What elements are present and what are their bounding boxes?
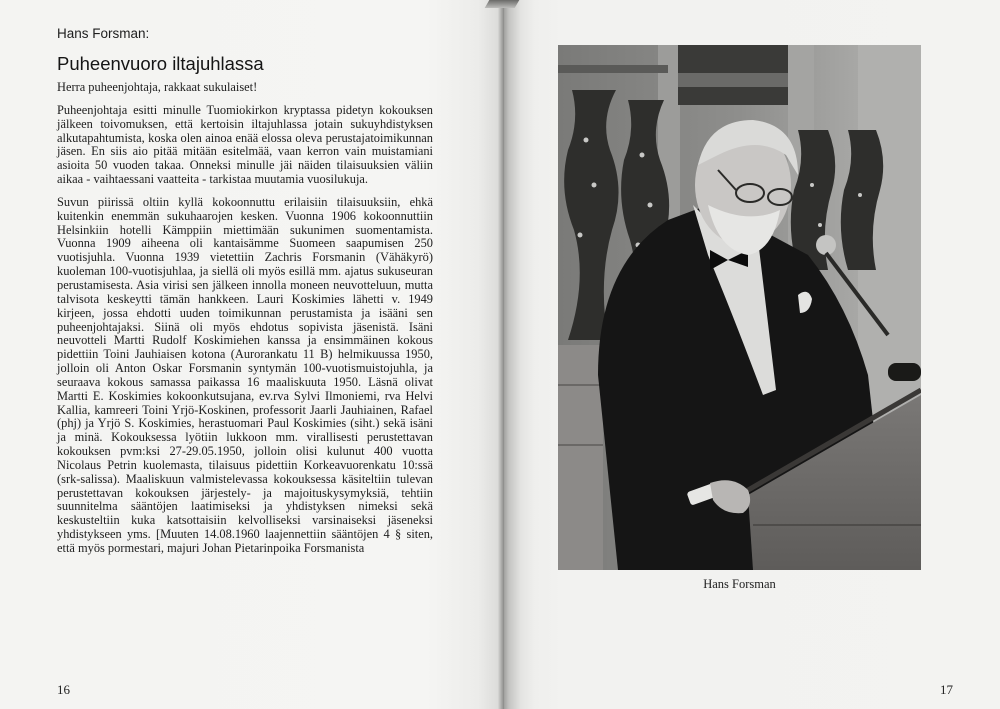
greeting: Herra puheenjohtaja, rakkaat sukulaiset!	[57, 80, 258, 94]
article-title: Puheenvuoro iltajuhlassa	[57, 53, 264, 74]
article-body	[57, 81, 433, 565]
author-line: Hans Forsman:	[57, 26, 150, 41]
paragraph-1: Puheenjohtaja esitti minulle Tuomiokirkon kryptassa pidetyn kokouksen jälkeen toivomuksen, että kertoisin iltajuhlassa jotain sukuyhdistyksen alkutapahtumista, koska olen ainoa enää elossa oleva perustajatoimikunnan jäsen. En siis aio pitää mitään esitelmää, vaan kerron vain muistamiani asioita 50 vuoden takaa. Onneksi minulle jäi näiden tilaisuuksien väliin aikaa - vaihtaessani vaatteita - tarkistaa muutamia vuosilukuja.	[57, 102, 433, 187]
page-number-right: 17	[940, 682, 953, 697]
portrait-photo	[558, 45, 921, 570]
book-gutter	[498, 0, 504, 709]
photo-caption: Hans Forsman	[703, 577, 776, 591]
paragraph-2: Suvun piirissä oltiin kyllä kokoonnuttu erilaisiin tilaisuuksiin, ehkä kuitenkin enemmän sukuhaarojen kesken. Vuonna 1906 kokoonnuttiin Helsinkiin hotelli Kämppiin miettimään sukunimen suomentamista. Vuonna 1909 aiheena oli kantaisämme Suomeen saapumisen 250 vuotisjuhla. Vuonna 1939 vietettiin Zachris Forsmanin (Vähäkyrö) kuoleman 100-vuotisjuhlaa, ja siellä oli myös esillä mm. ajatus sukuseuran perustamisesta. Asia virisi sen jälkeen innolla moneen neuvotteluun, mutta talvisota keskeytti tämän hankkeen. Lauri Koskimies lähetti v. 1949 kirjeen, jossa ehdotti uuden toimikunnan perustamista ja isääni sen puheenjohtajaksi. Siinä oli myös ehdotus sopivista jäsenistä. Isäni neuvotteli Martti Rudolf Koskimiehen kanssa ja ensimmäinen kokous pidettiin Toini Jauhiaisen kotona (Aurorankatu 11 B) helmikuussa 1950, jolloin oli Anton Oskar Forsmanin syntymän 100-vuotismuistojuhla, ja seuraava kokous samassa paikassa 16 maaliskuuta 1950. Läsnä olivat Martti E. Koskimies kokoonkutsujana, ev.rva Sylvi Ilmoniemi, rva Helvi Kallia, kamreeri Toini Yrjö-Koskinen, professorit Jaarli Jauhiainen, Rafael (phj) ja Yrjö S. Koskimies, herastuomari Paul Koskimies (siht.) sekä isäni ja minä. Kokouksessa lyötiin lukkoon mm. virallisesti perustettavan kokouksen pvm:ksi 27-29.05.1950, jolloin olisi kulunut 400 vuotta Nicolaus Petrin kuolemasta, tilaisuus pidettiin Korkeavuorenkatu 10:ssä (srk-salissa). Maaliskuun valmistelevassa kokouksessa käsiteltiin tulevan perustettavan kokouksen järjestely- ja majoituskysymyksiä, tehtiin suunnitelma sääntöjen laatimiseksi ja yhdistyksen nimeksi sekä keskusteltiin kuka katsottaisiin kelvolliseksi varsinaiseksi jäseneksi yhdistykseen yms. [Muuten 14.08.1960 laajennettiin sääntöjen 4 § siten, että myös pormestari, majuri Johan Pietarinpoika Forsmanista	[57, 194, 433, 555]
page-number-left: 16	[57, 682, 70, 697]
page-corner	[485, 0, 520, 8]
